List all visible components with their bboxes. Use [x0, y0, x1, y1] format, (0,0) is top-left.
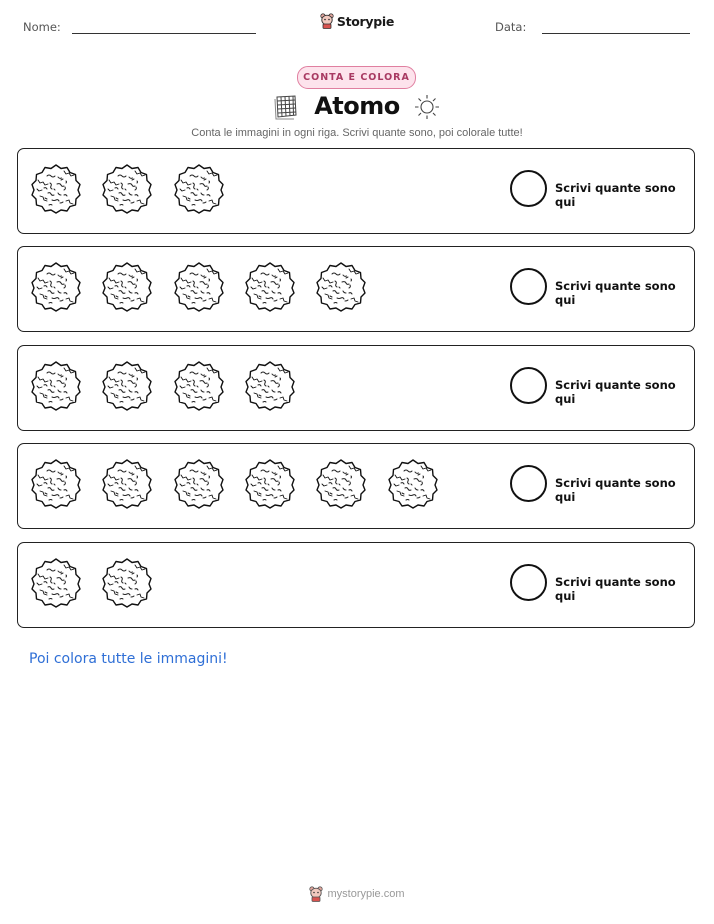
date-line[interactable]	[542, 33, 690, 34]
atom-icon[interactable]	[101, 163, 153, 215]
answer-label: Scrivi quante sono qui	[555, 377, 676, 406]
title-row	[0, 92, 714, 124]
atom-icon[interactable]	[30, 163, 82, 215]
answer-label: Scrivi quante sono qui	[555, 574, 676, 603]
name-label: Nome:	[23, 20, 61, 34]
brand	[0, 13, 714, 33]
answer-circle[interactable]	[510, 268, 547, 305]
sun-icon	[413, 93, 441, 121]
counting-row	[17, 345, 695, 431]
atom-icon[interactable]	[173, 163, 225, 215]
atom-icon[interactable]	[315, 458, 367, 510]
counting-row	[17, 443, 695, 529]
atom-icon[interactable]	[387, 458, 439, 510]
atom-icon[interactable]	[30, 360, 82, 412]
answer-circle[interactable]	[510, 367, 547, 404]
counting-row	[17, 542, 695, 628]
atom-icon[interactable]	[101, 458, 153, 510]
atom-icon[interactable]	[173, 261, 225, 313]
atom-icon[interactable]	[173, 458, 225, 510]
atom-icon[interactable]	[30, 458, 82, 510]
storypie-logo-icon	[320, 13, 334, 29]
atom-icon[interactable]	[315, 261, 367, 313]
atom-icon[interactable]	[30, 261, 82, 313]
atom-icon[interactable]	[30, 557, 82, 609]
counting-row	[17, 148, 695, 234]
answer-label: Scrivi quante sono qui	[555, 476, 676, 505]
storypie-logo-icon	[309, 886, 323, 902]
atom-icon[interactable]	[244, 458, 296, 510]
answer-label: Scrivi quante sono qui	[555, 181, 676, 209]
answer-circle[interactable]	[510, 170, 547, 207]
page-title: Atomo	[314, 92, 400, 120]
brand-name: Storypie	[336, 13, 395, 29]
atom-icon[interactable]	[244, 360, 296, 412]
answer-circle[interactable]	[510, 465, 547, 502]
counting-row	[17, 246, 695, 332]
name-line[interactable]	[72, 33, 256, 34]
site-footer	[0, 886, 714, 906]
atom-icon[interactable]	[101, 261, 153, 313]
instructions: Conta le immagini in ogni riga. Scrivi quante sono, poi colorale tutte!	[191, 127, 523, 139]
activity-badge: CONTA E COLORA	[297, 66, 416, 89]
atom-icon[interactable]	[244, 261, 296, 313]
footer-note: Poi colora tutte le immagini!	[29, 651, 228, 667]
answer-label: Scrivi quante sono qui	[555, 279, 676, 308]
site-url: mystorypie.com	[327, 888, 405, 900]
atom-icon[interactable]	[101, 360, 153, 412]
atom-icon[interactable]	[101, 557, 153, 609]
atom-icon[interactable]	[173, 360, 225, 412]
date-label: Data:	[495, 20, 527, 34]
answer-circle[interactable]	[510, 564, 547, 601]
